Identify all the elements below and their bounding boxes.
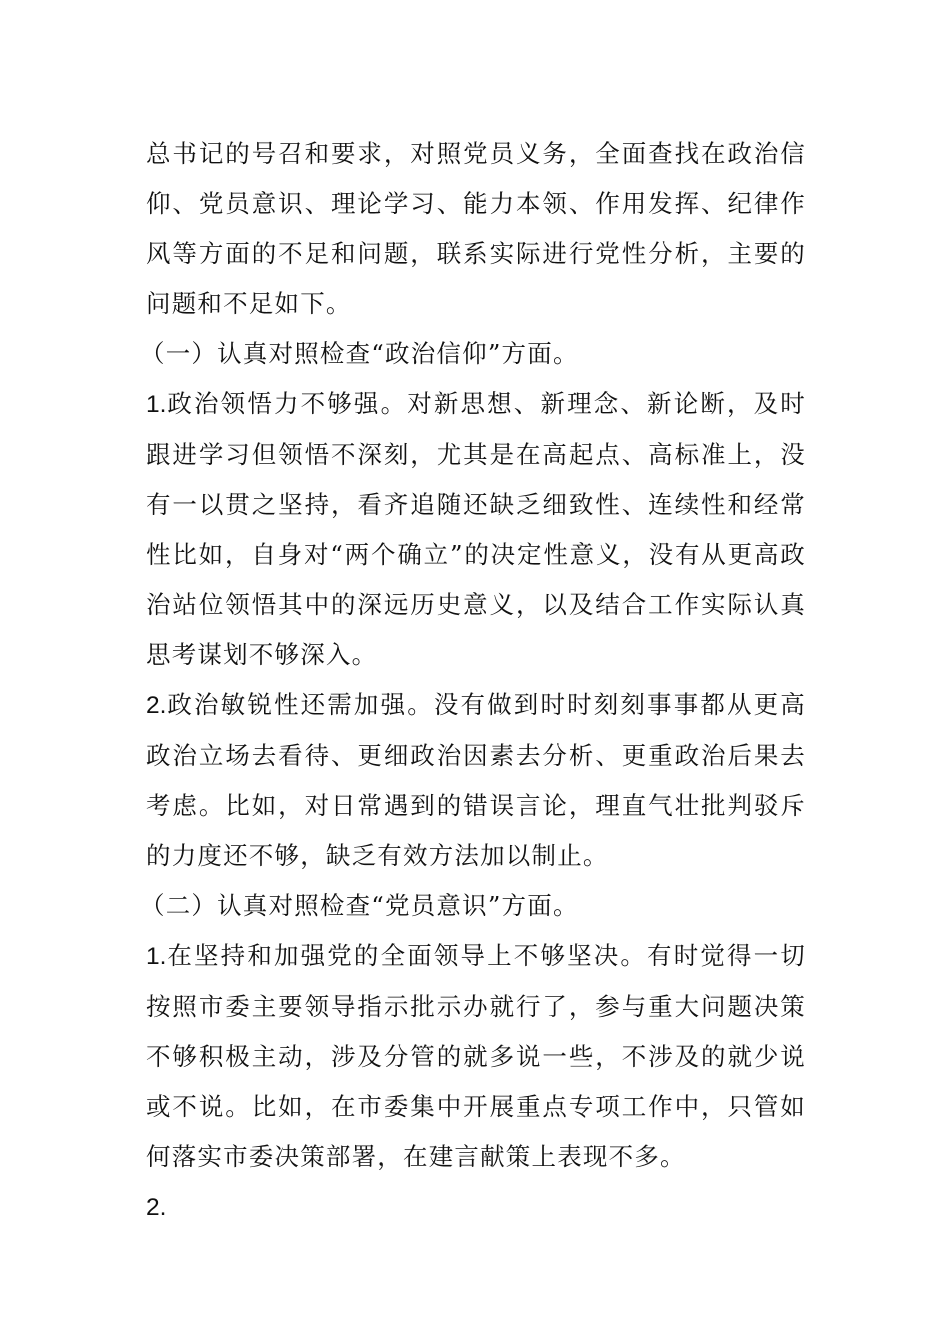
paragraph-text: 总书记的号召和要求，对照党员义务，全面查找在政治信仰、党员意识、理论学习、能力本领、作用发挥、纪律作风等方面的不足和问题，联系实际进行党性分析，主要的问题和不足如下。 [146, 139, 806, 318]
item-number: 1. [146, 391, 167, 418]
heading-text: （一）认真对照检查“政治信仰”方面。 [140, 339, 579, 368]
paragraph-item-2-truncated [146, 1182, 806, 1233]
paragraph-text: 政治领悟力不够强。对新思想、新理念、新论断，及时跟进学习但领悟不深刻，尤其是在高起点、高标准上，没有一以贯之坚持，看齐追随还缺乏细致性、连续性和经常性比如，自身对“两个确立”的决定性意义，没有从更高政治站位领悟其中的深远历史意义，以及结合工作实际认真思考谋划不够深入。 [146, 389, 806, 669]
paragraph-item-2-political-sensitivity [146, 680, 806, 881]
paragraph-text: 在坚持和加强党的全面领导上不够坚决。有时觉得一切按照市委主要领导指示批示办就行了，参与重大问题决策不够积极主动，涉及分管的就多说一些，不涉及的就少说或不说。比如，在市委集中开展重点专项工作中，只管如何落实市委决策部署，在建言献策上表现不多。 [146, 941, 806, 1171]
item-number: 2. [146, 1194, 167, 1221]
paragraph-intro-continued [146, 129, 806, 329]
paragraph-item-1-political-comprehension [146, 379, 806, 680]
document-body [140, 129, 806, 1233]
section-heading-political-belief [140, 329, 806, 379]
item-number: 1. [146, 943, 167, 970]
paragraph-item-1-party-leadership [146, 931, 806, 1182]
paragraph-text: 政治敏锐性还需加强。没有做到时时刻刻事事都从更高政治立场去看待、更细政治因素去分析、更重政治后果去考虑。比如，对日常遇到的错误言论，理直气壮批判驳斥的力度还不够，缺乏有效方法加以制止。 [146, 690, 806, 870]
section-heading-party-awareness [140, 881, 806, 931]
item-number: 2. [146, 692, 167, 719]
heading-text: （二）认真对照检查“党员意识”方面。 [140, 891, 579, 920]
